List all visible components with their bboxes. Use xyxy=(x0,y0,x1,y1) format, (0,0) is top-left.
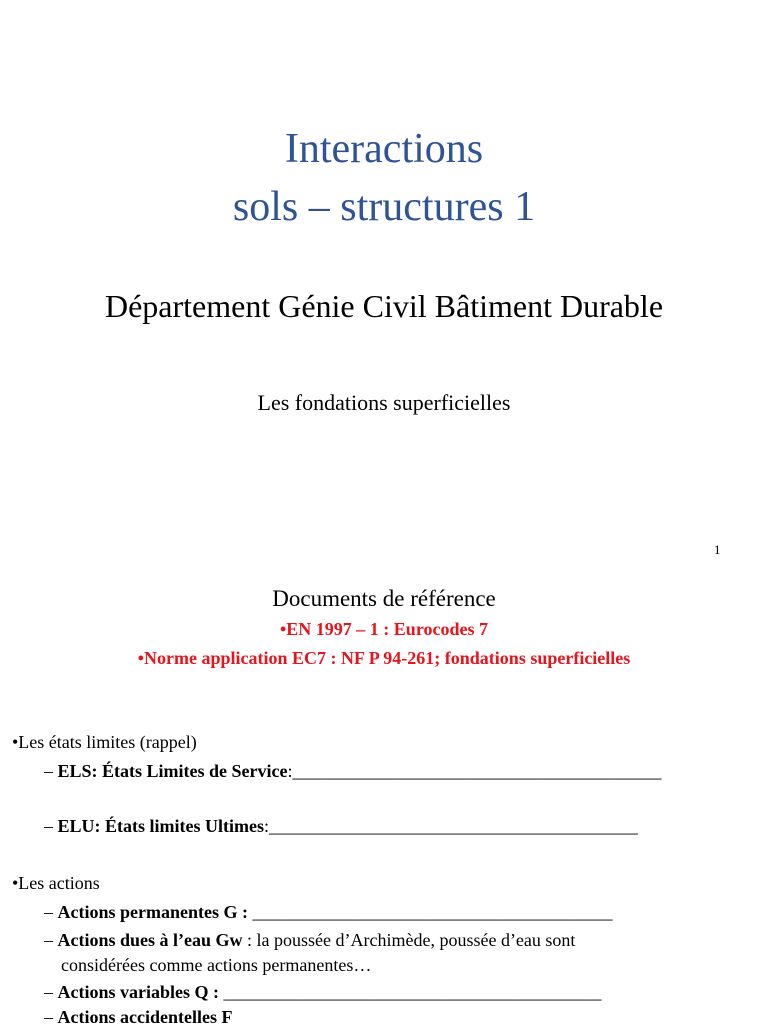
dash: – xyxy=(44,902,53,922)
title-line-1: Interactions xyxy=(284,126,484,172)
limit-states-heading: •Les états limites (rappel) xyxy=(12,732,197,752)
reference-item: •EN 1997 – 1 : Eurocodes 7 xyxy=(280,619,488,639)
action-g-label: Actions permanentes G : xyxy=(57,902,248,922)
action-q-line xyxy=(44,982,602,1003)
els-line xyxy=(44,761,662,782)
action-gw-label: Actions dues à l’eau Gw xyxy=(57,930,243,950)
action-g-line xyxy=(44,902,612,923)
dash: – xyxy=(44,930,53,950)
elu-blank: :_________________________________________ xyxy=(263,816,638,836)
actions-heading: •Les actions xyxy=(12,873,100,893)
action-q-label: Actions variables Q : xyxy=(57,982,219,1002)
department-name: Département Génie Civil Bâtiment Durable xyxy=(104,288,664,324)
action-gw-text-continued: considérées comme actions permanentes… xyxy=(61,955,372,975)
action-gw-line xyxy=(44,930,575,951)
reference-item: •Norme application EC7 : NF P 94-261; fondations superficielles xyxy=(137,648,631,668)
dash: – xyxy=(44,761,53,781)
action-f-line xyxy=(44,1007,232,1028)
elu-label: ELU: États limites Ultimes xyxy=(57,816,264,836)
action-q-blank: __________________________________________ xyxy=(219,982,602,1002)
references-heading: Documents de référence xyxy=(272,586,496,611)
action-g-blank: ________________________________________ xyxy=(247,902,613,922)
els-blank: :_________________________________________ xyxy=(287,761,662,781)
dash: – xyxy=(44,816,53,836)
elu-line xyxy=(44,816,638,837)
action-f-label: Actions accidentelles F xyxy=(57,1007,233,1027)
page-number: 1 xyxy=(714,542,721,557)
els-label: ELS: États Limites de Service xyxy=(57,761,288,781)
title-line-2: sols – structures 1 xyxy=(232,184,536,230)
slide-divider xyxy=(0,576,768,577)
dash: – xyxy=(44,1007,53,1027)
dash: – xyxy=(44,982,53,1002)
topic: Les fondations superficielles xyxy=(257,390,511,415)
action-gw-text: : la poussée d’Archimède, poussée d’eau sont xyxy=(242,930,576,950)
